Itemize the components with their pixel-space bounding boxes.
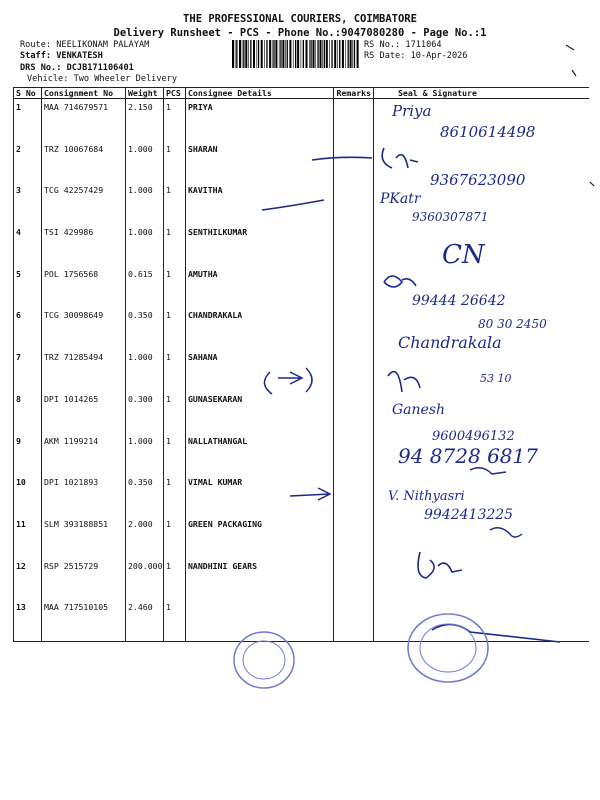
- barcode-bar: [279, 40, 280, 68]
- cell-cons: TCG 42257429: [42, 182, 126, 224]
- barcode-bar: [285, 40, 286, 68]
- cell-weight: 200.000: [126, 558, 164, 600]
- barcode-bar: [301, 40, 302, 68]
- signature-priya: Priya: [392, 102, 432, 120]
- cell-sno: 2: [14, 141, 42, 183]
- cell-seal: [374, 474, 589, 516]
- runsheet-subtitle: Delivery Runsheet - PCS - Phone No.:9047080280 - Page No.:1: [113, 27, 487, 39]
- barcode-bar: [337, 40, 338, 68]
- cell-seal: [374, 433, 589, 475]
- barcode-bar: [250, 40, 251, 68]
- barcode-bar: [272, 40, 273, 68]
- cell-remarks: [334, 599, 374, 641]
- cell-remarks: [334, 474, 374, 516]
- table-row: [14, 141, 589, 183]
- barcode-bar: [264, 40, 265, 68]
- cell-remarks: [334, 307, 374, 349]
- cell-seal: [374, 307, 589, 349]
- cell-sno: 11: [14, 516, 42, 558]
- barcode-bar: [242, 40, 243, 68]
- cell-seal: [374, 558, 589, 600]
- barcode-bar: [324, 40, 325, 68]
- rs-number: RS No.: 1711064: [364, 40, 442, 50]
- runsheet-table: [13, 87, 589, 642]
- table-row: [14, 433, 589, 475]
- cell-cons: DPI 1021893: [42, 474, 126, 516]
- cell-cons: RSP 2515729: [42, 558, 126, 600]
- table-row: [14, 599, 589, 641]
- barcode-bar: [273, 40, 274, 68]
- cell-pcs: 1: [164, 433, 186, 475]
- barcode-bar: [342, 40, 344, 68]
- table-row: [14, 99, 589, 141]
- barcode-bar: [297, 40, 299, 68]
- barcode-bar: [248, 40, 249, 68]
- route-label: Route: NEELIKONAM PALAYAM: [20, 40, 150, 50]
- number-nallathangal: 9600496132: [432, 429, 515, 444]
- cell-name: AMUTHA: [186, 266, 334, 308]
- cell-sno: 8: [14, 391, 42, 433]
- barcode: [232, 40, 360, 68]
- cell-seal: [374, 349, 589, 391]
- col-header-remarks: Remarks: [334, 88, 374, 99]
- cell-sno: 9: [14, 433, 42, 475]
- barcode-bar: [350, 40, 352, 68]
- cell-pcs: 1: [164, 266, 186, 308]
- cell-seal: [374, 391, 589, 433]
- cell-seal: [374, 182, 589, 224]
- number-chandrakala: 80 30 2450: [478, 317, 547, 331]
- col-header-pcs: PCS: [164, 88, 186, 99]
- rs-date: RS Date: 10-Apr-2026: [364, 51, 468, 61]
- cell-seal: [374, 224, 589, 266]
- barcode-bar: [275, 40, 277, 68]
- cell-seal: [374, 599, 589, 641]
- phone-amutha: 99444 26642: [412, 293, 506, 309]
- barcode-bar: [239, 40, 241, 68]
- barcode-bar: [266, 40, 267, 68]
- phone-green-packaging: 9942413225: [424, 507, 514, 523]
- table-row: [14, 307, 589, 349]
- cell-seal: [374, 99, 589, 141]
- barcode-bar: [306, 40, 308, 68]
- barcode-bar: [287, 40, 288, 68]
- col-header-consignee: Consignee Details: [186, 88, 334, 99]
- barcode-bar: [357, 40, 359, 68]
- cell-pcs: 1: [164, 141, 186, 183]
- barcode-bar: [245, 40, 247, 68]
- cell-sno: 5: [14, 266, 42, 308]
- phone-priya: 8610614498: [440, 123, 536, 141]
- col-header-seal-signature: Seal & Signature: [374, 88, 589, 99]
- barcode-bar: [320, 40, 322, 68]
- barcode-bar: [315, 40, 316, 68]
- cell-weight: 0.350: [126, 474, 164, 516]
- cell-pcs: 1: [164, 558, 186, 600]
- vehicle-label: Vehicle: Two Wheeler Delivery: [27, 74, 178, 84]
- cell-seal: [374, 141, 589, 183]
- company-stamp-inner: [243, 641, 285, 679]
- phone-sharan: 9367623090: [430, 171, 526, 189]
- cell-weight: 1.000: [126, 349, 164, 391]
- barcode-bar: [295, 40, 296, 68]
- cell-pcs: 1: [164, 307, 186, 349]
- cell-cons: DPI 1014265: [42, 391, 126, 433]
- company-name: THE PROFESSIONAL COURIERS, COIMBATORE: [183, 13, 417, 25]
- cell-weight: 1.000: [126, 182, 164, 224]
- signature-kavitha: PKatr: [380, 191, 421, 207]
- cell-name: NALLATHANGAL: [186, 433, 334, 475]
- barcode-bar: [257, 40, 258, 68]
- cell-sno: 10: [14, 474, 42, 516]
- barcode-bar: [345, 40, 346, 68]
- cell-sno: 7: [14, 349, 42, 391]
- cell-remarks: [334, 433, 374, 475]
- barcode-bar: [331, 40, 332, 68]
- table-row: [14, 224, 589, 266]
- cell-weight: 2.460: [126, 599, 164, 641]
- barcode-bar: [329, 40, 330, 68]
- barcode-bar: [352, 40, 353, 68]
- barcode-bar: [348, 40, 349, 68]
- cell-pcs: 1: [164, 99, 186, 141]
- cell-cons: TSI 429986: [42, 224, 126, 266]
- table-row: [14, 182, 589, 224]
- cell-cons: AKM 1199214: [42, 433, 126, 475]
- cell-cons: MAA 714679571: [42, 99, 126, 141]
- cell-weight: 1.000: [126, 224, 164, 266]
- barcode-bar: [236, 40, 237, 68]
- barcode-bar: [232, 40, 234, 68]
- barcode-bar: [280, 40, 281, 68]
- table-row: [14, 266, 589, 308]
- cell-pcs: 1: [164, 349, 186, 391]
- cell-name: VIMAL KUMAR: [186, 474, 334, 516]
- cell-name: SENTHILKUMAR: [186, 224, 334, 266]
- cell-name: CHANDRAKALA: [186, 307, 334, 349]
- cell-remarks: [334, 224, 374, 266]
- signature-gunasekaran: Ganesh: [392, 402, 446, 418]
- table-row: [14, 474, 589, 516]
- cell-seal: [374, 516, 589, 558]
- cell-remarks: [334, 141, 374, 183]
- cell-name: PRIYA: [186, 99, 334, 141]
- barcode-bar: [243, 40, 244, 68]
- cell-weight: 0.615: [126, 266, 164, 308]
- col-header-weight: Weight: [126, 88, 164, 99]
- cell-cons: TRZ 71285494: [42, 349, 126, 391]
- cell-pcs: 1: [164, 516, 186, 558]
- cell-weight: 1.000: [126, 141, 164, 183]
- phone-kavitha: 9360307871: [412, 210, 489, 224]
- cell-sno: 6: [14, 307, 42, 349]
- barcode-bar: [269, 40, 271, 68]
- cell-cons: TCG 30098649: [42, 307, 126, 349]
- cell-name: KAVITHA: [186, 182, 334, 224]
- cell-sno: 12: [14, 558, 42, 600]
- staff-label: Staff: VENKATESH: [20, 51, 103, 61]
- cell-remarks: [334, 391, 374, 433]
- cell-remarks: [334, 558, 374, 600]
- col-header-consignment: Consignment No: [42, 88, 126, 99]
- barcode-bar: [317, 40, 318, 68]
- table-row: [14, 391, 589, 433]
- cell-sno: 13: [14, 599, 42, 641]
- cell-weight: 0.350: [126, 307, 164, 349]
- cell-remarks: [334, 182, 374, 224]
- cell-remarks: [334, 99, 374, 141]
- cell-pcs: 1: [164, 474, 186, 516]
- signature-chandrakala: Chandrakala: [398, 333, 502, 352]
- cell-seal: [374, 266, 589, 308]
- barcode-bar: [326, 40, 328, 68]
- cell-pcs: 1: [164, 599, 186, 641]
- cell-weight: 2.150: [126, 99, 164, 141]
- cell-name: SAHANA: [186, 349, 334, 391]
- barcode-bar: [310, 40, 311, 68]
- cell-name: NANDHINI GEARS: [186, 558, 334, 600]
- cell-weight: 0.300: [126, 391, 164, 433]
- cell-cons: TRZ 10067684: [42, 141, 126, 183]
- cell-sno: 1: [14, 99, 42, 141]
- barcode-bar: [334, 40, 336, 68]
- cell-cons: SLM 393188851: [42, 516, 126, 558]
- cell-sno: 3: [14, 182, 42, 224]
- phone-vimal: 94 8728 6817: [398, 444, 538, 468]
- cell-name: GREEN PACKAGING: [186, 516, 334, 558]
- barcode-bar: [322, 40, 323, 68]
- cell-pcs: 1: [164, 391, 186, 433]
- barcode-bar: [354, 40, 355, 68]
- barcode-bar: [282, 40, 284, 68]
- cell-name: GUNASEKARAN: [186, 391, 334, 433]
- cell-remarks: [334, 349, 374, 391]
- cell-remarks: [334, 516, 374, 558]
- table-row: [14, 558, 589, 600]
- table-header-row: [14, 88, 589, 99]
- table-row: [14, 516, 589, 558]
- number-sahana: 53 10: [480, 372, 512, 385]
- cell-cons: POL 1756568: [42, 266, 126, 308]
- cell-weight: 1.000: [126, 433, 164, 475]
- barcode-bar: [293, 40, 294, 68]
- cell-cons: MAA 717510105: [42, 599, 126, 641]
- barcode-bar: [253, 40, 255, 68]
- cell-pcs: 1: [164, 224, 186, 266]
- barcode-bar: [235, 40, 236, 68]
- drs-number: DRS No.: DCJB171106401: [20, 63, 134, 73]
- cell-weight: 2.000: [126, 516, 164, 558]
- barcode-bar: [261, 40, 263, 68]
- cell-name: SHARAN: [186, 141, 334, 183]
- barcode-bar: [258, 40, 259, 68]
- cell-name: [186, 599, 334, 641]
- col-header-sno: S No: [14, 88, 42, 99]
- cell-remarks: [334, 266, 374, 308]
- barcode-bar: [313, 40, 315, 68]
- barcode-bar: [309, 40, 310, 68]
- barcode-bar: [289, 40, 291, 68]
- cell-sno: 4: [14, 224, 42, 266]
- barcode-bar: [339, 40, 340, 68]
- cell-pcs: 1: [164, 182, 186, 224]
- signature-senthilkumar: CN: [442, 240, 485, 270]
- barcode-bar: [303, 40, 304, 68]
- table-row: [14, 349, 589, 391]
- signature-vimal: V. Nithyasri: [388, 489, 465, 504]
